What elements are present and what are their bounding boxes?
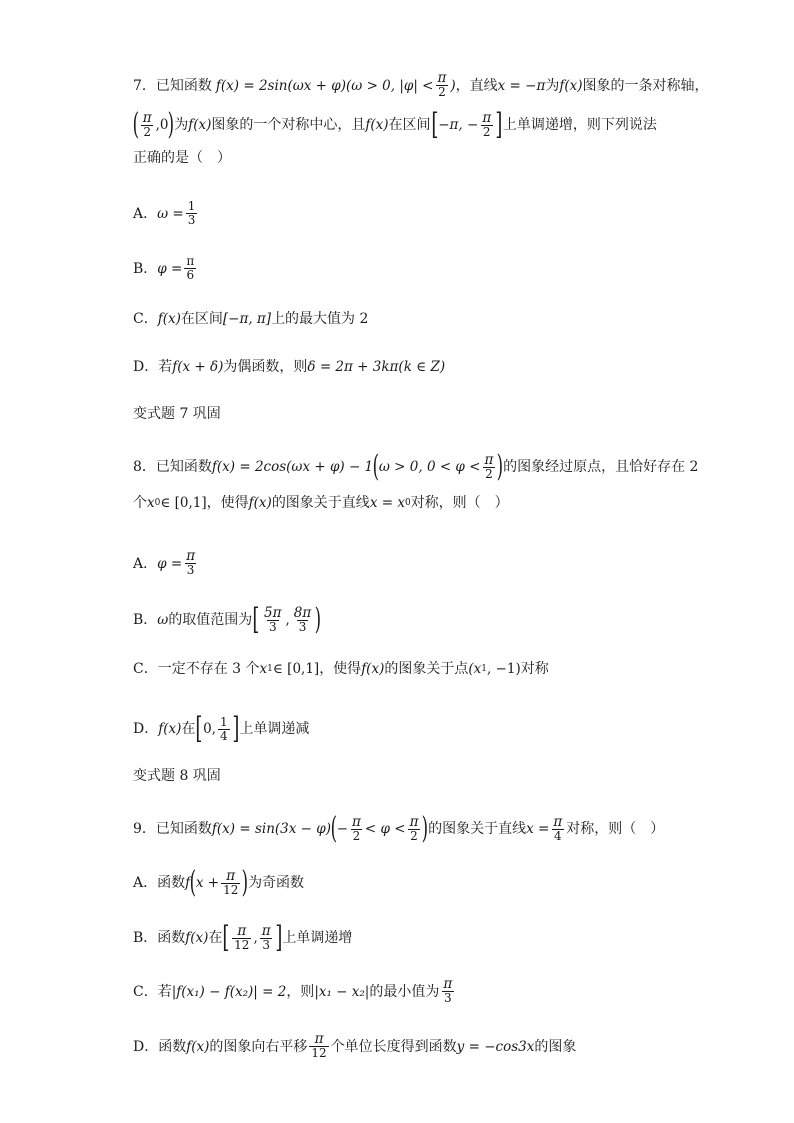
q7-axis: x = −π [497, 77, 546, 94]
q9-option-d: D．函数 f(x) 的图象向右平移 $\frac{\pi}{12}$ 个单位长度得到函数 y = −cos3x 的图象 [133, 1031, 577, 1060]
q7-stem-text: 7．已知函数 [133, 77, 212, 94]
q8-option-c: C．一定不存在 3 个 x 1 ∈ [0,1] ，使得 f(x) 的图象关于点 (x 1 , −1) 对称 [133, 661, 549, 677]
q7-option-b: B． φ = $\frac{\pi}{6}$ [133, 254, 195, 282]
q9-option-c: C．若 |f(x₁) − f(x₂)| = 2 ，则 |x₁ − x₂| 的最小值为 $\frac{\pi}{3}$ [133, 976, 453, 1005]
q8-option-d: D． f(x) 在 [ 0, $\frac{1}{4}$ ] 上单调递减 [133, 711, 310, 746]
q7-stem-line3: 正确的是（ ） [133, 150, 231, 166]
q9-option-a: A．函数 f ( x + $\frac{\pi}{12}$ ) 为奇函数 [133, 865, 305, 900]
q7-option-a: A． ω = $\frac{1}{3}$ [133, 199, 196, 227]
q8-stem-line1: 8．已知函数 f(x) = 2cos(ωx + φ) − 1 ( ω > 0, 0 < φ < $\frac{\pi}{2}$ ) 的图象经过原点，且恰好存在 2 [133, 449, 699, 484]
variant-heading-8: 变式题 8 巩固 [133, 768, 221, 784]
variant-heading-7: 变式题 7 巩固 [133, 406, 221, 422]
q9-option-b: B．函数 f(x) 在 [ $\frac{\pi}{12}$ , $\frac{\pi}{3}$ ] 上单调递增 [133, 920, 353, 955]
q7-stem-line1: 7．已知函数 f(x) = 2sin(ωx + φ) (ω > 0, |φ| < $\frac{\pi}{2}$ ) ，直线 x = −π 为 f(x) 图象的一条对称轴， [133, 70, 709, 99]
q8-option-b: B． ω 的取值范围为 [ $\frac{5\pi}{3}$ , $\frac{8\pi}{3}$ ) [133, 602, 322, 637]
q7-condition: (ω > 0, |φ| < [346, 77, 434, 94]
q8-stem-line2: 个 x 0 ∈ [0,1] ，使得 f(x) 的图象关于直线 x = x 0 对称，则（ ） [133, 495, 509, 511]
q7-stem-line2: ( $\frac{\pi}{2}$ ,0 ) 为 f(x) 图象的一个对称中心，且 f(x) 在区间 [ −π, − $\frac{\pi}{2}$ ] 上单调递增，则下列说法 [132, 107, 657, 142]
q7-center-pi-over-2: $\frac{\pi}{2}$ [142, 109, 152, 139]
q9-stem-line1: 9．已知函数 f(x) = sin(3x − φ) ( − $\frac{\pi}{2}$ < φ < $\frac{\pi}{2}$ ) 的图象关于直线 x = $\frac{\pi}{4}$ 对称，则（ ） [133, 811, 665, 846]
q7-pi-over-2: $\frac{\pi}{2}$ [437, 70, 447, 99]
q8-function: f(x) = 2cos(ωx + φ) − 1 [211, 459, 374, 475]
q7-option-d: D．若 f(x + δ) 为偶函数，则 δ = 2π + 3kπ(k ∈ Z) [133, 359, 446, 375]
q9-function: f(x) = sin(3x − φ) [211, 821, 331, 837]
q7-option-c: C． f(x) 在区间 [−π, π] 上的最大值为 2 [133, 311, 369, 327]
q7-function: f(x) = 2sin(ωx + φ) [215, 77, 346, 94]
q8-option-a: A． φ = $\frac{\pi}{3}$ [133, 548, 196, 577]
